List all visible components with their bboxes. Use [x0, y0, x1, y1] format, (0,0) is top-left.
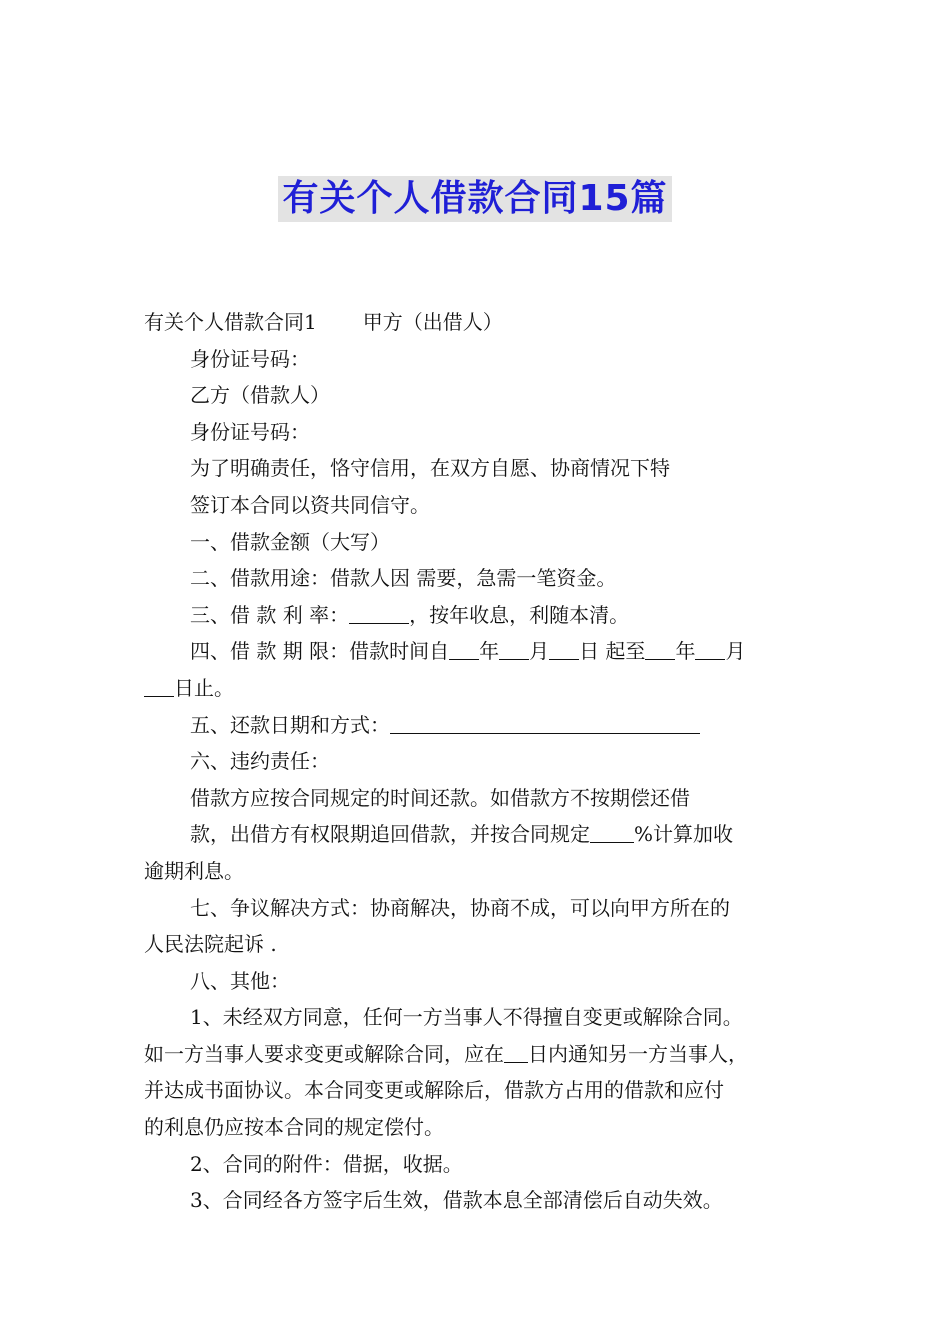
other-item-1-suffix: 日内通知另一方当事人， [528, 1041, 748, 1066]
clause-interest [144, 597, 814, 634]
party-b-id-label: 身份证号码： [190, 419, 310, 444]
day-to-label: 日 起至 [579, 639, 646, 664]
repayment-blank [390, 713, 700, 734]
clause-other: 八、其他： [190, 968, 290, 993]
party-a-id-label: 身份证号码： [190, 346, 310, 371]
breach-line-2-suffix: %计算加收 [634, 822, 734, 847]
start-day-blank [549, 639, 579, 660]
preamble-line-2: 签订本合同以资共同信守。 [190, 492, 430, 517]
clause-purpose: 二、借款用途：借款人因 需要，急需一笔资金。 [190, 566, 617, 591]
notice-days-blank [504, 1042, 528, 1063]
contract-body [144, 304, 814, 1219]
year-label: 年 [479, 639, 500, 664]
breach-line-3: 逾期利息。 [144, 858, 244, 883]
clause-amount: 一、借款金额（大写） [190, 529, 390, 554]
penalty-rate-blank [590, 822, 634, 843]
clause-interest-label: 三、借 款 利 率： [190, 602, 350, 627]
contract-heading: 有关个人借款合同1 [144, 310, 317, 334]
clause-interest-text: ，按年收息，利随本清。 [409, 602, 630, 627]
breach-line-2 [144, 816, 814, 853]
clause-dispute-cont: 人民法院起诉 . [144, 932, 277, 957]
start-year-blank [449, 639, 479, 660]
clause-breach: 六、违约责任： [190, 749, 330, 774]
clause-dispute: 七、争议解决方式：协商解决，协商不成，可以向甲方所在的 [190, 895, 730, 920]
year-label: 年 [675, 639, 696, 664]
clause-repayment-label: 五、还款日期和方式： [190, 712, 390, 737]
preamble-line-1: 为了明确责任，恪守信用，在双方自愿、协商情况下特 [190, 456, 670, 481]
other-item-1-cont-3: 的利息仍应按本合同的规定偿付。 [144, 1115, 444, 1140]
start-month-blank [499, 639, 529, 660]
clause-term [144, 633, 814, 670]
other-item-1: 1、未经双方同意，任何一方当事人不得擅自变更或解除合同。 [190, 1005, 743, 1030]
party-a-label: 甲方（出借人） [362, 310, 503, 334]
other-item-1-text: 如一方当事人要求变更或解除合同，应在 [144, 1041, 504, 1066]
other-item-1-cont-2: 并达成书面协议。本合同变更或解除后，借款方占用的借款和应付 [144, 1078, 724, 1103]
month-label: 月 [725, 639, 746, 664]
clause-term-label: 四、借 款 期 限：借款时间自 [190, 639, 450, 664]
end-month-blank [695, 639, 725, 660]
end-day-blank [144, 676, 174, 697]
other-item-1-cont-1 [144, 1036, 814, 1073]
month-label: 月 [529, 639, 550, 664]
other-item-3: 3、合同经各方签字后生效，借款本息全部清偿后自动失效。 [190, 1188, 723, 1213]
clause-term-cont [144, 670, 814, 707]
breach-line-1: 借款方应按合同规定的时间还款。如借款方不按期偿还借 [190, 785, 690, 810]
breach-line-2-text: 款，出借方有权限期追回借款，并按合同规定 [190, 822, 590, 847]
document-title: 有关个人借款合同15篇 [278, 176, 671, 222]
party-b-label: 乙方（借款人） [190, 383, 330, 408]
title-wrap [0, 176, 950, 222]
contract-line-1 [144, 304, 814, 341]
end-day-label: 日止。 [174, 675, 234, 700]
end-year-blank [645, 639, 675, 660]
clause-repayment [144, 707, 814, 744]
other-item-2: 2、合同的附件：借据，收据。 [190, 1151, 463, 1176]
interest-rate-blank [349, 603, 409, 624]
